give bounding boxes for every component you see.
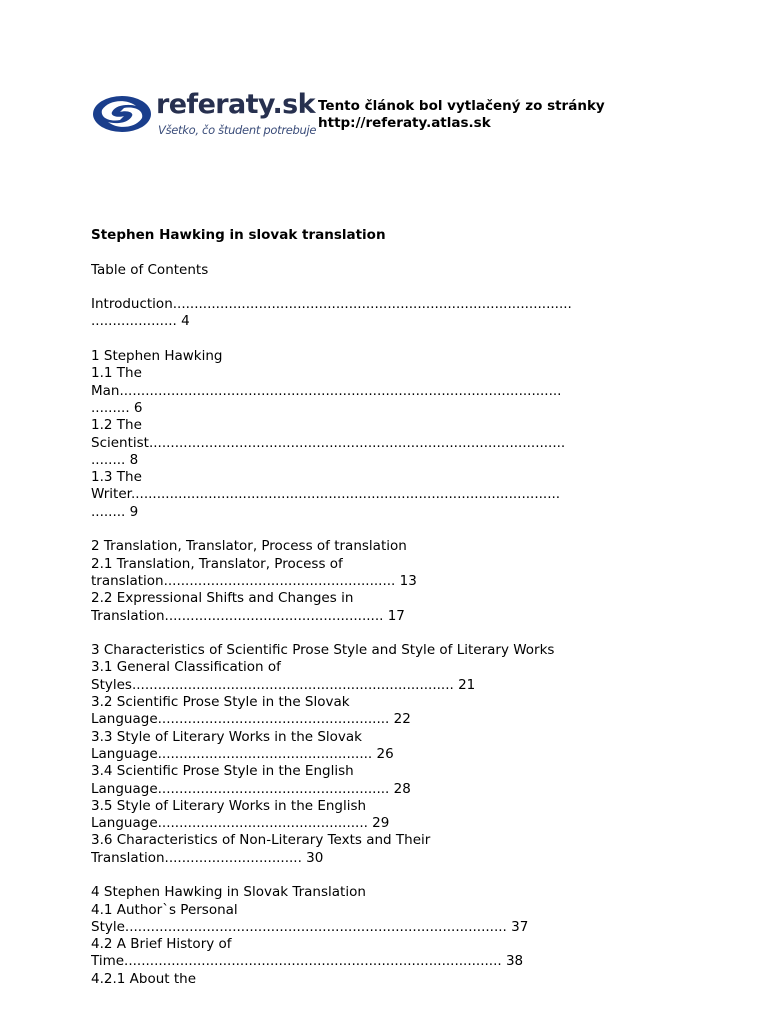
toc-line: translation...................................................... 13 xyxy=(91,572,417,589)
referaty-logo xyxy=(92,89,317,140)
toc-line: 1.3 The xyxy=(91,469,142,486)
toc-heading: Table of Contents xyxy=(91,261,209,278)
toc-line: 4.2.1 About the xyxy=(91,970,197,987)
toc-line: 3.1 General Classification of xyxy=(91,659,281,676)
toc-line: Translation................................................... 17 xyxy=(91,607,405,624)
toc-line: ........ 9 xyxy=(91,503,139,520)
toc-line: Scientist................................................................................................. xyxy=(91,434,566,451)
toc-line: 4 Stephen Hawking in Slovak Translation xyxy=(91,884,366,901)
toc-line: 3.6 Characteristics of Non-Literary Texts and Their xyxy=(91,832,431,849)
toc-line: Language.................................................. 26 xyxy=(91,745,394,762)
toc-blank-line xyxy=(91,625,681,642)
toc-line: Translation................................ 30 xyxy=(91,849,324,866)
toc-line: Writer.................................................................................................... xyxy=(91,486,561,503)
toc-line: 4.2 A Brief History of xyxy=(91,936,232,953)
document-header xyxy=(92,89,652,142)
toc-line: 1 Stephen Hawking xyxy=(91,348,223,365)
print-notice-text: Tento článok bol vytlačený zo stránky xyxy=(318,98,605,114)
toc-line: 1.1 The xyxy=(91,365,142,382)
toc-line: 3.4 Scientific Prose Style in the English xyxy=(91,763,354,780)
toc-line: 4.1 Author`s Personal xyxy=(91,901,238,918)
print-notice xyxy=(318,98,605,132)
toc-line: 3.2 Scientific Prose Style in the Slovak xyxy=(91,694,350,711)
toc-line: ......... 6 xyxy=(91,399,143,416)
logo-tagline: Všetko, čo študent potrebuje xyxy=(158,123,317,137)
logo-wordmark: referaty.sk xyxy=(156,89,315,120)
print-notice-url[interactable]: http://referaty.atlas.sk xyxy=(318,115,491,131)
toc-line: Time........................................................................................ 38 xyxy=(91,953,524,970)
toc-line: Language................................................. 29 xyxy=(91,815,390,832)
toc-line: 3 Characteristics of Scientific Prose Style and Style of Literary Works xyxy=(91,642,555,659)
document-title: Stephen Hawking in slovak translation xyxy=(91,227,386,243)
toc-blank-line xyxy=(91,521,681,538)
toc-line: 2.1 Translation, Translator, Process of xyxy=(91,555,343,572)
toc-line: Man....................................................................................................... xyxy=(91,382,562,399)
toc-line: Introduction............................................................................................. xyxy=(91,296,572,313)
swirl-logo-icon xyxy=(92,94,152,134)
document-body xyxy=(91,227,681,988)
toc-line: 2.2 Expressional Shifts and Changes in xyxy=(91,590,354,607)
spacer xyxy=(91,244,681,261)
toc-line: Styles........................................................................... 21 xyxy=(91,676,476,693)
toc-line: ........ 8 xyxy=(91,451,139,468)
toc-line: 3.5 Style of Literary Works in the English xyxy=(91,797,367,814)
toc-line: 1.2 The xyxy=(91,417,142,434)
toc-line: 2 Translation, Translator, Process of translation xyxy=(91,538,407,555)
toc-line: Style......................................................................................... 37 xyxy=(91,918,529,935)
toc-line: .................... 4 xyxy=(91,313,190,330)
toc-blank-line xyxy=(91,331,681,348)
toc-line: 3.3 Style of Literary Works in the Slovak xyxy=(91,728,363,745)
spacer xyxy=(91,279,681,296)
toc-line: Language...................................................... 22 xyxy=(91,711,411,728)
toc-blank-line xyxy=(91,867,681,884)
table-of-contents xyxy=(91,296,681,988)
toc-line: Language...................................................... 28 xyxy=(91,780,411,797)
